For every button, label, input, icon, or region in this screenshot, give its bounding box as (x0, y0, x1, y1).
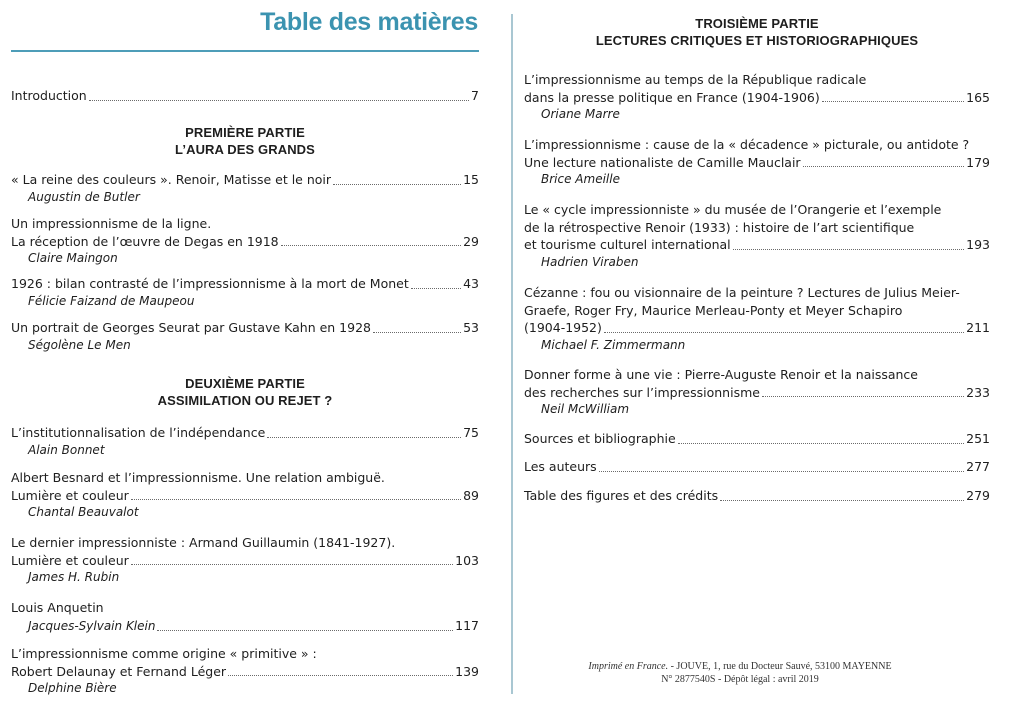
entry-title: Louis Anquetin (11, 600, 104, 615)
entry-author: Neil McWilliam (541, 402, 630, 416)
leader-dots (267, 437, 461, 438)
leader-dots (604, 332, 964, 333)
toc-entry[interactable] (524, 284, 990, 354)
entry-title: Le dernier impressionniste : Armand Guillaumin (1841-1927). (11, 535, 396, 550)
page-number: 7 (471, 88, 479, 103)
entry-title: Donner forme à une vie : Pierre-Auguste Renoir et la naissance (524, 367, 919, 382)
title-divider (11, 50, 479, 52)
page-number: 117 (455, 617, 479, 633)
part-heading-3 (524, 15, 990, 49)
entry-title: (1904-1952) (524, 320, 602, 335)
entry-author: Oriane Marre (541, 107, 620, 121)
toc-entry[interactable] (11, 215, 479, 267)
leader-dots (411, 288, 461, 289)
toc-entry[interactable] (11, 599, 479, 635)
page-number: 165 (966, 89, 990, 105)
entry-title: 1926 : bilan contrasté de l’impressionnisme à la mort de Monet (11, 276, 409, 291)
toc-entry[interactable] (524, 71, 990, 123)
leader-dots (281, 245, 461, 246)
entry-author: Augustin de Butler (28, 189, 140, 204)
page-number: 15 (463, 172, 479, 187)
entry-title: Graefe, Roger Fry, Maurice Merleau-Ponty et Meyer Schapiro (524, 302, 903, 318)
page-number: 211 (966, 320, 990, 335)
entry-title: « La reine des couleurs ». Renoir, Matisse et le noir (11, 172, 332, 187)
entry-title: La réception de l’œuvre de Degas en 1918 (11, 233, 279, 249)
leader-dots (762, 396, 964, 397)
toc-entry[interactable] (524, 366, 990, 418)
toc-entry[interactable] (524, 136, 990, 188)
part-subtitle: ASSIMILATION OU REJET ? (157, 393, 333, 408)
part-heading-2 (11, 375, 479, 409)
colophon-printer: - JOUVE, 1, rue du Docteur Sauvé, 53100 MAYENNE (668, 661, 892, 672)
page-number: 233 (966, 384, 990, 400)
entry-title: Un impressionnisme de la ligne. (11, 216, 212, 231)
entry-title: L’institutionnalisation de l’indépendance (11, 425, 266, 440)
entry-title: des recherches sur l’impressionnisme (524, 384, 760, 400)
leader-dots (228, 675, 453, 676)
page-number: 251 (966, 431, 990, 446)
entry-author: Jacques-Sylvain Klein (28, 618, 156, 633)
entry-author: Félicie Faizand de Maupeou (28, 293, 195, 308)
page-number: 179 (966, 154, 990, 170)
part-label: PREMIÈRE PARTIE (185, 125, 305, 140)
entry-title: Table des figures et des crédits (524, 488, 719, 503)
entry-title: Un portrait de Georges Seurat par Gustave Kahn en 1928 (11, 320, 371, 335)
entry-title: Une lecture nationaliste de Camille Mauclair (524, 154, 801, 170)
part-subtitle: L’AURA DES GRANDS (175, 142, 315, 157)
entry-title: Lumière et couleur (11, 487, 129, 503)
entry-title: L’impressionnisme : cause de la « décadence » picturale, ou antidote ? (524, 137, 970, 152)
toc-entry[interactable] (11, 319, 479, 354)
toc-entry[interactable] (11, 275, 479, 310)
entry-author: Delphine Bière (28, 681, 117, 695)
part-heading-1 (11, 124, 479, 158)
toc-entry[interactable] (11, 534, 479, 586)
leader-dots (157, 630, 453, 631)
toc-entry[interactable] (11, 424, 479, 459)
toc-entry[interactable] (524, 201, 990, 271)
colophon-printed: Imprimé en France. (588, 661, 669, 672)
page-number: 279 (966, 488, 990, 503)
page-number: 277 (966, 459, 990, 474)
colophon-legal: N° 2877540S - Dépôt légal : avril 2019 (661, 674, 819, 685)
leader-dots (803, 166, 965, 167)
entry-author: Alain Bonnet (28, 442, 105, 457)
part-label: TROISIÈME PARTIE (695, 16, 819, 31)
leader-dots (720, 500, 964, 501)
entry-title: dans la presse politique en France (1904-1906) (524, 89, 820, 105)
entry-title: Cézanne : fou ou visionnaire de la peinture ? Lectures de Julius Meier- (524, 285, 960, 300)
toc-entry-authors[interactable] (524, 458, 990, 476)
entry-author: Michael F. Zimmermann (541, 337, 686, 352)
page-number: 193 (966, 237, 990, 252)
leader-dots (89, 100, 469, 101)
leader-dots (678, 443, 964, 444)
page-number: 43 (463, 276, 479, 291)
entry-title: L’impressionnisme au temps de la République radicale (524, 72, 867, 87)
page-number: 75 (463, 425, 479, 440)
toc-entry[interactable] (11, 469, 479, 521)
entry-title: Introduction (11, 88, 87, 103)
toc-entry-sources[interactable] (524, 430, 990, 448)
entry-author: Brice Ameille (541, 172, 620, 186)
entry-author: Ségolène Le Men (28, 337, 131, 352)
page-gutter (511, 14, 513, 694)
leader-dots (373, 332, 461, 333)
leader-dots (131, 564, 453, 565)
part-subtitle: LECTURES CRITIQUES ET HISTORIOGRAPHIQUES (595, 33, 919, 48)
toc-entry[interactable] (11, 645, 479, 697)
entry-title: L’impressionnisme comme origine « primitive » : (11, 646, 317, 661)
part-label: DEUXIÈME PARTIE (185, 376, 305, 391)
leader-dots (822, 101, 964, 102)
page-number: 53 (463, 320, 479, 335)
page-number: 103 (455, 552, 479, 568)
leader-dots (333, 184, 461, 185)
entry-title: Les auteurs (524, 459, 597, 474)
page-title: Table des matières (260, 8, 478, 36)
page-number: 89 (463, 487, 479, 503)
colophon (540, 660, 940, 686)
entry-title: et tourisme culturel international (524, 237, 731, 252)
entry-author: Claire Maingon (28, 251, 118, 265)
leader-dots (599, 471, 964, 472)
page-number: 139 (455, 663, 479, 679)
entry-title: Sources et bibliographie (524, 431, 676, 446)
entry-title: de la rétrospective Renoir (1933) : histoire de l’art scientifique (524, 219, 915, 235)
leader-dots (733, 249, 964, 250)
toc-entry-introduction[interactable] (11, 87, 479, 105)
page-number: 29 (463, 233, 479, 249)
entry-title: Robert Delaunay et Fernand Léger (11, 663, 227, 679)
toc-entry-figures[interactable] (524, 487, 990, 505)
toc-entry[interactable] (11, 171, 479, 206)
entry-author: James H. Rubin (28, 570, 120, 584)
entry-author: Hadrien Viraben (541, 254, 639, 269)
entry-title: Le « cycle impressionniste » du musée de l’Orangerie et l’exemple (524, 202, 942, 217)
entry-title: Albert Besnard et l’impressionnisme. Une relation ambiguë. (11, 470, 385, 485)
entry-title: Lumière et couleur (11, 552, 129, 568)
leader-dots (131, 499, 461, 500)
entry-author: Chantal Beauvalot (28, 505, 139, 519)
